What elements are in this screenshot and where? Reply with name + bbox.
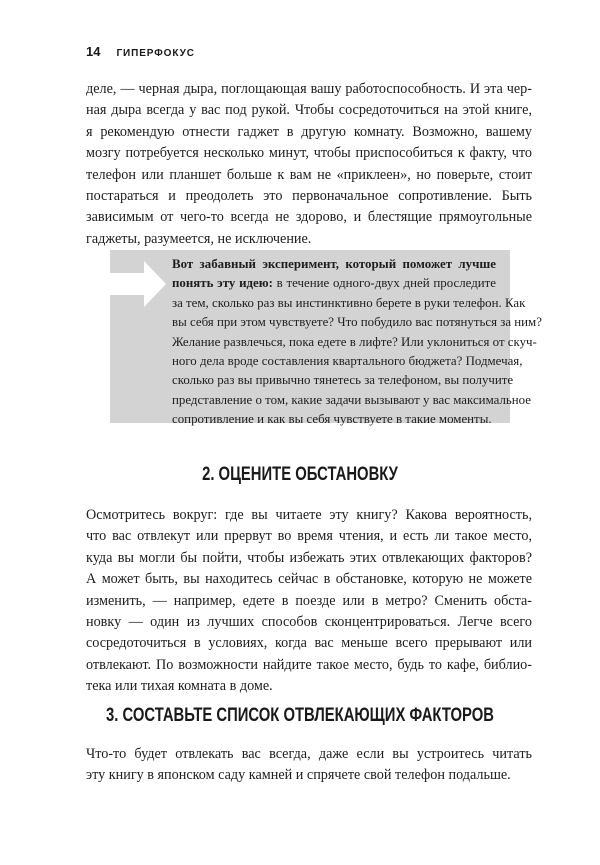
callout-line	[172, 255, 496, 274]
callout-line: сколько раз вы привычно тянетесь за телефоном, вы получите	[172, 373, 514, 388]
text-line: куда вы могли бы пойти, чтобы избежать этих отвлекающих факторов?	[86, 549, 532, 566]
text-line: новку — один из лучших способов сконцентрироваться. Легче всего	[86, 614, 532, 631]
text-line: Что-то будет отвлекать вас всегда, даже если вы устроитесь читать	[86, 746, 532, 762]
callout-line: Желание развлечься, пока едете в лифте? Или уклониться от скуч-	[172, 334, 537, 349]
page-header	[86, 44, 195, 59]
section-heading: 3. СОСТАВЬТЕ СПИСОК ОТВЛЕКАЮЩИХ ФАКТОРОВ	[106, 705, 494, 726]
text-line: изменить, — например, едете в поезде или в метро? Сменить обста-	[86, 592, 532, 609]
running-title: ГИПЕРФОКУС	[116, 48, 195, 59]
callout-line: сопротивление и как вы себя чувствуете в такие моменты.	[172, 412, 492, 427]
callout-text-run: в течение одного-двух дней проследите	[272, 276, 497, 291]
section3-paragraph	[86, 744, 532, 787]
text-line: Осмотритесь вокруг: где вы читаете эту книгу? Какова вероятность,	[86, 507, 532, 523]
text-line: я рекомендую отнести гаджет в другую комнату. Возможно, вашему	[86, 123, 532, 140]
page-number: 14	[86, 44, 101, 59]
text-line: сосредоточиться в условиях, когда вас меньше всего прерывают или	[86, 635, 532, 652]
text-line: что вас отвлекут или прервут во время чтения, и есть ли такое место,	[86, 528, 532, 545]
text-line: телефон или планшет больше к вам не «приклеен», но поверьте, стоит	[86, 166, 532, 183]
text-line: постараться и преодолеть это первоначальное сопротивление. Быть	[86, 188, 532, 205]
text-line: тека или тихая комната в доме.	[86, 678, 273, 695]
text-line: гаджеты, разумеется, не исключение.	[86, 230, 312, 247]
arrow-right-icon	[110, 258, 168, 310]
text-line: мозгу потребуется несколько минут, чтобы приспособиться к факту, что	[86, 145, 532, 162]
section-heading: 2. ОЦЕНИТЕ ОБСТАНОВКУ	[202, 464, 398, 485]
callout-line: ного дела вроде составления квартального бюджета? Подмечая,	[172, 354, 523, 369]
text-line: деле, — черная дыра, поглощающая вашу работоспособность. И эта чер-	[86, 81, 532, 97]
callout-bold-text: понять эту идею:	[172, 276, 273, 291]
text-line: ная дыра всегда у вас под рукой. Чтобы сосредоточиться на этой книге,	[86, 102, 532, 119]
callout-line: представление о том, какие задачи вызывают у вас максимальное	[172, 392, 532, 407]
text-line: отвлекают. По возможности найдите такое место, будь то кафе, библио-	[86, 656, 532, 673]
intro-paragraph	[86, 79, 532, 250]
section2-paragraph	[86, 505, 532, 698]
callout-bold-text: Вот забавный эксперимент, который поможет лучше	[172, 257, 496, 271]
callout-line	[172, 274, 496, 293]
callout-text	[172, 255, 542, 430]
text-line: эту книгу в японском саду камней и спрячете свой телефон подальше.	[86, 767, 511, 784]
callout-line: вы себя при этом чувствуете? Что побудило вас потянуться за ним?	[172, 315, 542, 330]
callout-line: за тем, сколько раз вы инстинктивно берете в руки телефон. Как	[172, 295, 526, 310]
text-line: А может быть, вы находитесь сейчас в обстановке, которую не можете	[86, 571, 532, 588]
text-line: зависимым от чего-то всегда не здорово, и блестящие прямоугольные	[86, 209, 532, 226]
